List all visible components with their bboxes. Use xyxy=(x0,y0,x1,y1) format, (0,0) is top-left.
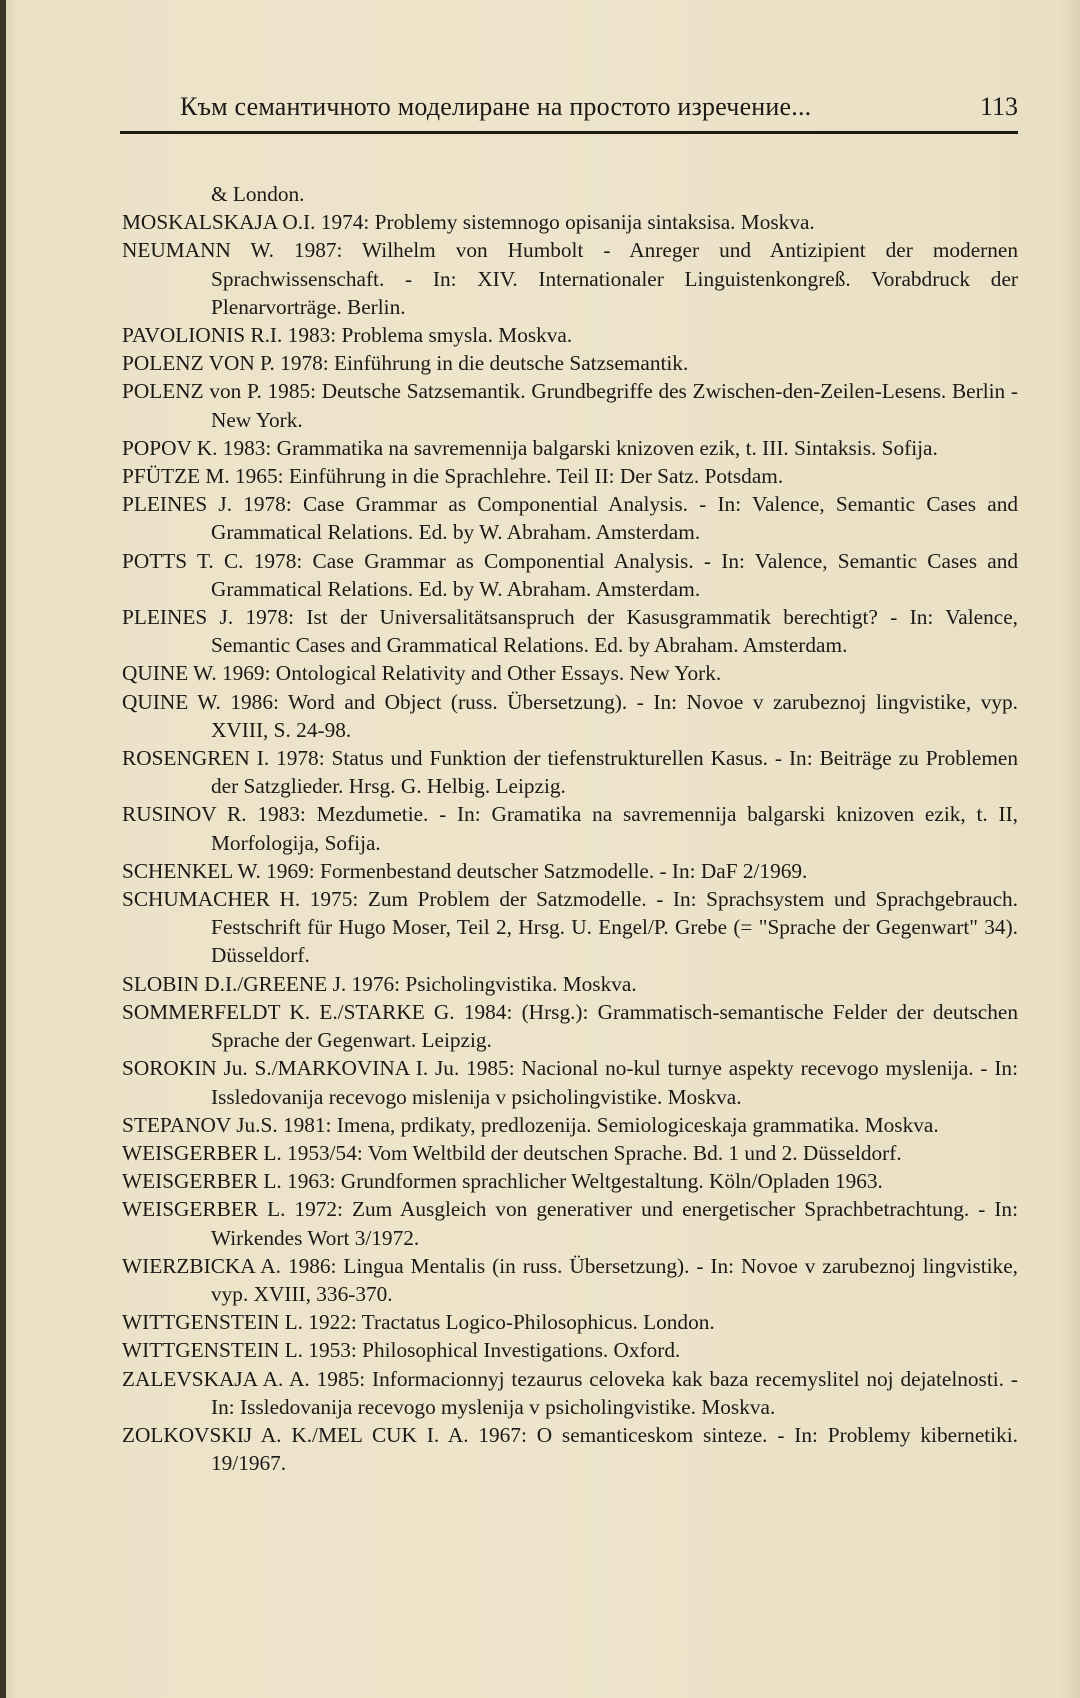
bibliography-entry: QUINE W. 1986: Word and Object (russ. Übersetzung). - In: Novoe v zarubeznoj lingvistike, vyp. XVIII, S. 24-98. xyxy=(122,689,1018,742)
bibliography-entry: SCHENKEL W. 1969: Formenbestand deutscher Satzmodelle. - In: DaF 2/1969. xyxy=(122,858,808,883)
bibliography-entry: WEISGERBER L. 1972: Zum Ausgleich von generativer und energetischer Sprachbetrachtung. - In: Wirkendes Wort 3/1972. xyxy=(122,1197,1018,1250)
page-number: 113 xyxy=(979,92,1018,121)
bibliography-entry: PLEINES J. 1978: Case Grammar as Componential Analysis. - In: Valence, Semantic Cases and Grammatical Relations. Ed. by W. Abraham. Amsterdam. xyxy=(122,492,1018,545)
bibliography-entry: SOROKIN Ju. S./MARKOVINA I. Ju. 1985: Nacional no-kul turnye aspekty recevogo myslenija. - In: Issledovanija recevogo mislenija v psicholingvistike. Moskva. xyxy=(122,1056,1018,1109)
bibliography-entry: & London. xyxy=(211,182,305,206)
header-rule xyxy=(120,131,1018,134)
bibliography-entry: PFÜTZE M. 1965: Einführung in die Sprachlehre. Teil II: Der Satz. Potsdam. xyxy=(122,464,784,489)
bibliography-entry: SCHUMACHER H. 1975: Zum Problem der Satzmodelle. - In: Sprachsystem und Sprachgebrauch. Festschrift für Hugo Moser, Teil 2, Hrsg. U. Engel/P. Grebe (= "Sprache der Gegenwart" 34). Düsseldorf. xyxy=(122,887,1018,968)
running-header xyxy=(120,92,1018,134)
bibliography-entry: RUSINOV R. 1983: Mezdumetie. - In: Gramatika na savremennija balgarski knizoven ezik, t. II, Morfologija, Sofija. xyxy=(122,802,1018,855)
bibliography-entry: POLENZ VON P. 1978: Einführung in die deutsche Satzsemantik. xyxy=(122,351,689,376)
bibliography-entry: NEUMANN W. 1987: Wilhelm von Humbolt - Anreger und Antizipient der modernen Sprachwissenschaft. - In: XIV. Internationaler Linguistenkongreß. Vorabdruck der Plenarvorträge. Berlin. xyxy=(122,238,1018,319)
bibliography-entry: MOSKALSKAJA O.I. 1974: Problemy sistemnogo opisanija sintaksisa. Moskva. xyxy=(122,210,815,235)
bibliography-list xyxy=(122,180,1018,1477)
bibliography-entry: WIERZBICKA A. 1986: Lingua Mentalis (in russ. Übersetzung). - In: Novoe v zarubeznoj lingvistike, vyp. XVIII, 336-370. xyxy=(122,1253,1018,1306)
bibliography-entry: PAVOLIONIS R.I. 1983: Problema smysla. Moskva. xyxy=(122,323,573,348)
bibliography-entry: QUINE W. 1969: Ontological Relativity and Other Essays. New York. xyxy=(122,661,722,686)
bibliography-entry: ZOLKOVSKIJ A. K./MEL CUK I. A. 1967: O semanticeskom sinteze. - In: Problemy kibernetiki. 19/1967. xyxy=(122,1422,1018,1476)
book-spine-edge xyxy=(0,0,6,1698)
bibliography-entry: POTTS T. C. 1978: Case Grammar as Componential Analysis. - In: Valence, Semantic Cases and Grammatical Relations. Ed. by W. Abraham. Amsterdam. xyxy=(122,548,1018,601)
bibliography-entry: ROSENGREN I. 1978: Status und Funktion der tiefenstrukturellen Kasus. - In: Beiträge zu Problemen der Satzglieder. Hrsg. G. Helbig. Leipzig. xyxy=(122,746,1018,799)
bibliography-entry: WEISGERBER L. 1963: Grundformen sprachlicher Weltgestaltung. Köln/Opladen 1963. xyxy=(122,1169,883,1194)
bibliography-entry: ZALEVSKAJA A. A. 1985: Informacionnyj tezaurus celoveka kak baza recemyslitel noj dejatelnosti. - In: Issledovanija recevogo myslenija v psicholingvistike. Moskva. xyxy=(122,1366,1018,1419)
bibliography-entry: WITTGENSTEIN L. 1922: Tractatus Logico-Philosophicus. London. xyxy=(122,1310,715,1335)
bibliography-entry: SLOBIN D.I./GREENE J. 1976: Psicholingvistika. Moskva. xyxy=(122,971,637,996)
running-header-title: Към семантичното моделиране на простото изречение... xyxy=(180,92,812,121)
bibliography-entry: SOMMERFELDT K. E./STARKE G. 1984: (Hrsg.): Grammatisch-semantische Felder der deutschen Sprache der Gegenwart. Leipzig. xyxy=(122,999,1018,1053)
bibliography-entry: WITTGENSTEIN L. 1953: Philosophical Investigations. Oxford. xyxy=(122,1338,681,1363)
bibliography-entry: POPOV K. 1983: Grammatika na savremennija balgarski knizoven ezik, t. III. Sintaksis. Sofija. xyxy=(122,435,938,460)
bibliography-entry: PLEINES J. 1978: Ist der Universalitätsanspruch der Kasusgrammatik berechtigt? - In: Valence, Semantic Cases and Grammatical Relations. Ed. by Abraham. Amsterdam. xyxy=(122,605,1018,658)
bibliography-entry: STEPANOV Ju.S. 1981: Imena, prdikaty, predlozenija. Semiologiceskaja grammatika. Moskva. xyxy=(122,1112,939,1137)
bibliography-entry: POLENZ von P. 1985: Deutsche Satzsemantik. Grundbegriffe des Zwischen-den-Zeilen-Lesens. Berlin - New York. xyxy=(122,379,1018,432)
bibliography-entry: WEISGERBER L. 1953/54: Vom Weltbild der deutschen Sprache. Bd. 1 und 2. Düsseldorf. xyxy=(122,1140,902,1165)
